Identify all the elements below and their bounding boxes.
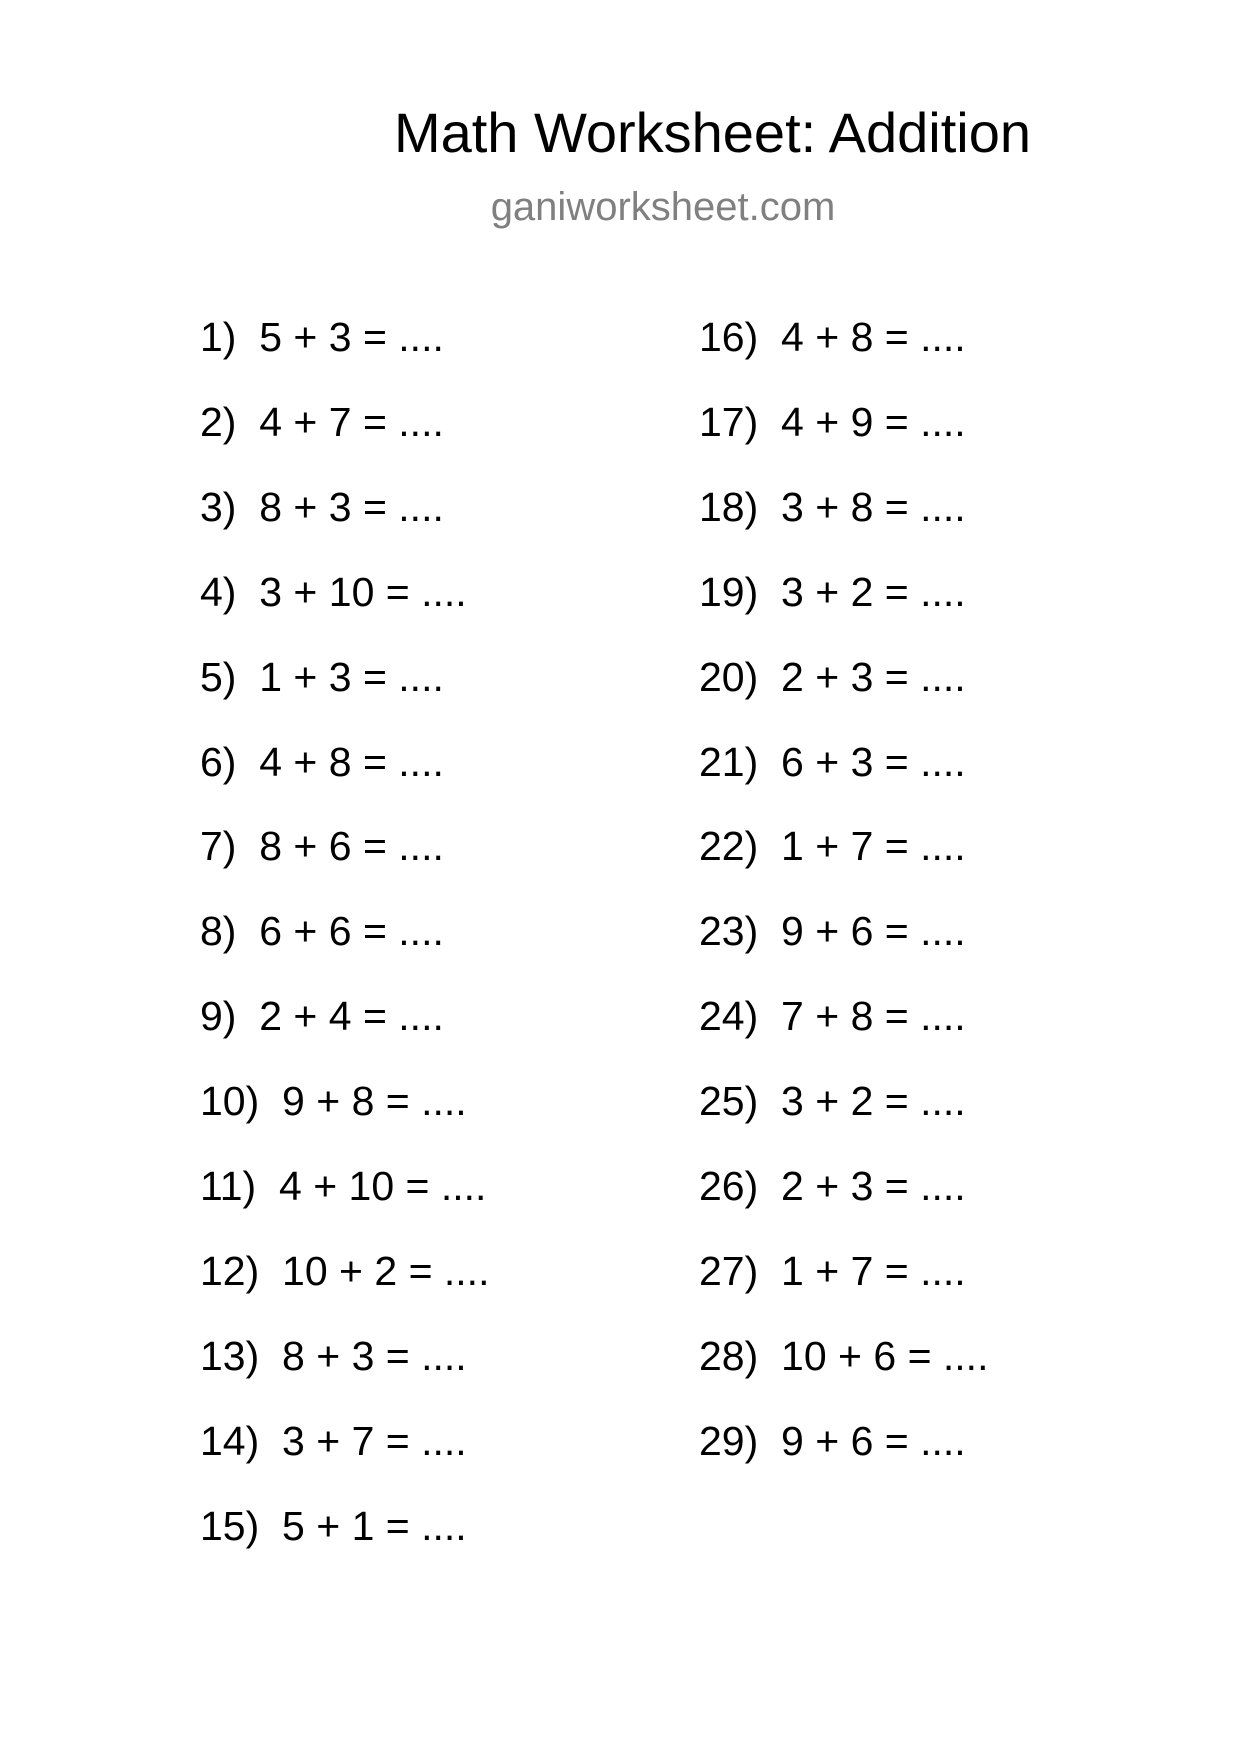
- problem-item: 23) 9 + 6 = ....: [699, 908, 966, 954]
- problem-item: 2) 4 + 7 = ....: [200, 399, 444, 445]
- problem-item: 7) 8 + 6 = ....: [200, 823, 444, 869]
- problem-item: 17) 4 + 9 = ....: [699, 399, 966, 445]
- worksheet-title: Math Worksheet: Addition: [393, 101, 1032, 164]
- problem-item: 18) 3 + 8 = ....: [699, 484, 966, 530]
- worksheet-source: ganiworksheet.com: [490, 185, 836, 229]
- problem-item: 8) 6 + 6 = ....: [200, 908, 444, 954]
- problem-item: 28) 10 + 6 = ....: [699, 1333, 989, 1379]
- problem-item: 22) 1 + 7 = ....: [699, 823, 966, 869]
- problem-item: 14) 3 + 7 = ....: [200, 1418, 467, 1464]
- problem-item: 11) 4 + 10 = ....: [200, 1163, 487, 1209]
- problem-item: 27) 1 + 7 = ....: [699, 1248, 966, 1294]
- problem-item: 20) 2 + 3 = ....: [699, 654, 966, 700]
- problem-item: 5) 1 + 3 = ....: [200, 654, 444, 700]
- problem-item: 3) 8 + 3 = ....: [200, 484, 444, 530]
- problem-item: 10) 9 + 8 = ....: [200, 1078, 467, 1124]
- problem-item: 25) 3 + 2 = ....: [699, 1078, 966, 1124]
- problem-item: 12) 10 + 2 = ....: [200, 1248, 490, 1294]
- problem-item: 29) 9 + 6 = ....: [699, 1418, 966, 1464]
- problem-item: 24) 7 + 8 = ....: [699, 993, 966, 1039]
- problem-item: 15) 5 + 1 = ....: [200, 1503, 467, 1549]
- problem-item: 1) 5 + 3 = ....: [200, 314, 444, 360]
- problem-item: 4) 3 + 10 = ....: [200, 569, 467, 615]
- problem-item: 13) 8 + 3 = ....: [200, 1333, 467, 1379]
- problem-item: 21) 6 + 3 = ....: [699, 739, 966, 785]
- problem-item: 9) 2 + 4 = ....: [200, 993, 444, 1039]
- problem-item: 26) 2 + 3 = ....: [699, 1163, 966, 1209]
- problem-item: 6) 4 + 8 = ....: [200, 739, 444, 785]
- problem-item: 16) 4 + 8 = ....: [699, 314, 966, 360]
- problem-item: 19) 3 + 2 = ....: [699, 569, 966, 615]
